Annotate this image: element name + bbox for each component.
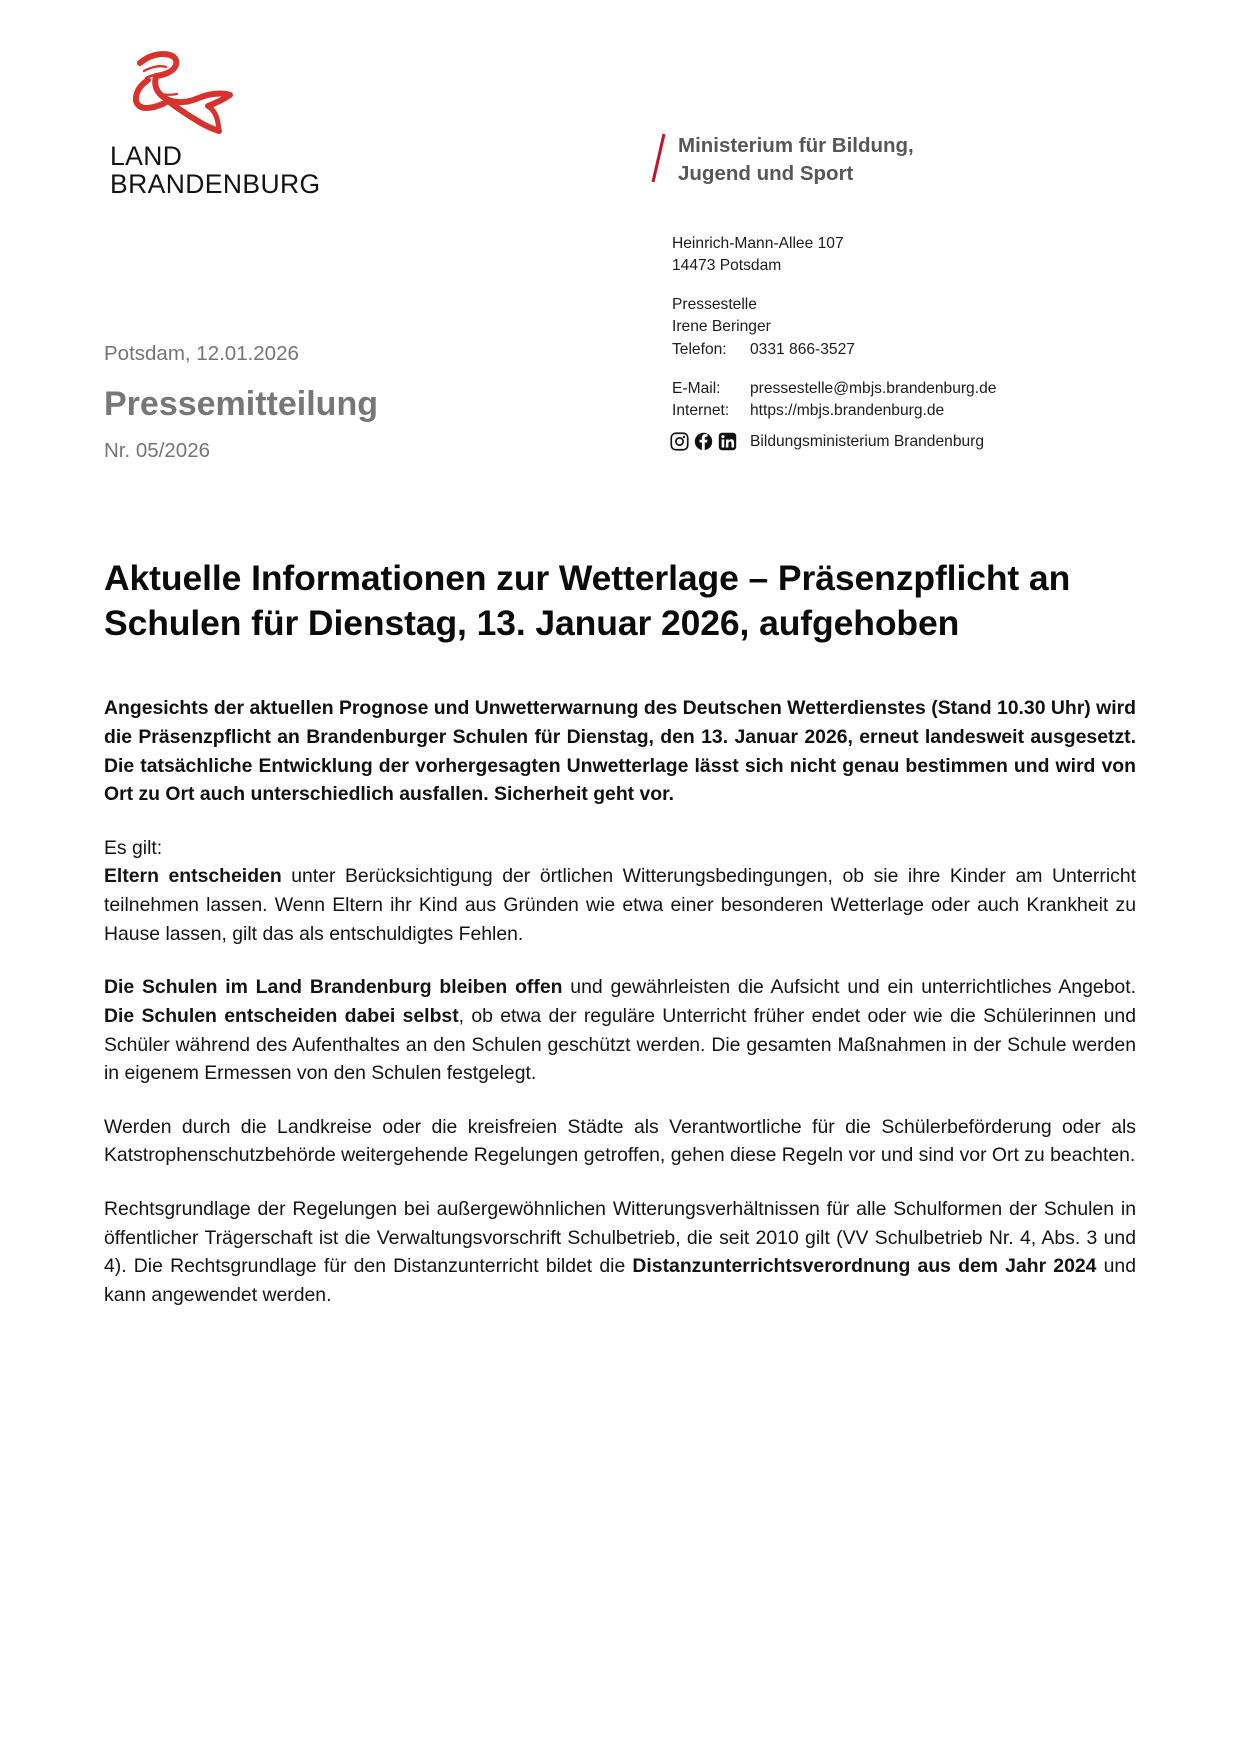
- logo-line-2: BRANDENBURG: [110, 169, 321, 200]
- ministry-line-1: Ministerium für Bildung,: [678, 134, 914, 157]
- facebook-icon[interactable]: [694, 432, 713, 451]
- document-type-title: Pressemitteilung: [104, 384, 378, 423]
- intro-line: Es gilt:: [104, 836, 163, 859]
- ministry-name: [678, 132, 914, 188]
- rechtsgrundlage-end: und kann angewendet werden.: [104, 1255, 1136, 1306]
- email-row: [672, 378, 996, 400]
- social-icons-group: [670, 432, 750, 451]
- land-brandenburg-logo: [104, 46, 354, 199]
- lead-paragraph: Angesichts der aktuellen Prognose und Unwetterwarnung des Deutschen Wetterdienstes (Stand 10.30 Uhr) wird die Präsenzpflicht an Brandenburger Schulen für Dienstag, den 13. Januar 2026, erneut landesweit ausgesetzt. Die tatsächliche Entwicklung der vorhergesagten Unwetterlage lässt sich nicht genau bestimmen und wird von Ort zu Ort auch unterschiedlich ausfallen. Sicherheit geht vor.: [104, 697, 1136, 806]
- press-contact-row: [672, 316, 996, 338]
- paragraph-eltern: [104, 834, 1136, 948]
- press-office-group: [672, 294, 996, 360]
- paragraph-rechtsgrundlage: [104, 1195, 1136, 1309]
- schulen-bold-1: Die Schulen im Land Brandenburg bleiben offen: [104, 976, 563, 999]
- paragraph-landkreise: Werden durch die Landkreise oder die kreisfreien Städte als Verantwortliche für die Schülerbeförderung oder als Katstrophenschutzbehörde weitergehende Regelungen getroffen, gehen diese Regeln vor und sind vor Ort zu beachten.: [104, 1115, 1136, 1167]
- rechtsgrundlage-bold: Distanzunterrichtsverordnung aus dem Jahr 2024: [632, 1255, 1097, 1278]
- rechtsgrundlage-start: Rechtsgrundlage der Regelungen bei außergewöhnlichen Witterungsverhältnissen für alle Schulformen der Schulen in öffentlicher Trägerschaft ist die Verwaltungsvorschrift Schulbetrieb, die seit 2010 gilt (VV Schulbetrieb Nr. 4, Abs. 3 und 4). Die Rechtsgrundlage für den Distanzunterricht bildet die: [104, 1197, 1136, 1278]
- instagram-icon[interactable]: [670, 432, 689, 451]
- ministry-title-block: [650, 132, 914, 188]
- linkedin-icon[interactable]: [718, 432, 737, 451]
- schulen-rest: , ob etwa der reguläre Unterricht früher endet oder wie die Schülerinnen und Schüler während des Aufenthaltes an den Schulen geschützt werden. Die gesamten Maßnahmen in der Schule werden in eigenem Ermessen von den Schulen festgelegt.: [104, 1004, 1136, 1085]
- page-title: Aktuelle Informationen zur Wetterlage – Präsenzpflicht an Schulen für Dienstag, 13. Januar 2026, aufgehoben: [104, 558, 1071, 643]
- internet-label: Internet:: [672, 401, 730, 419]
- address-street-row: [672, 233, 996, 255]
- red-slash-icon: [650, 132, 668, 184]
- schulen-mid: und gewährleisten die Aufsicht und ein unterrichtliches Angebot.: [562, 976, 1136, 999]
- logo-wordmark: [110, 142, 354, 199]
- eltern-rest: unter Berücksichtigung der örtlichen Witterungsbedingungen, ob sie ihre Kinder am Unterricht teilnehmen lassen. Wenn Eltern ihr Kind aus Gründen wie etwa einer besonderen Wetterlage oder auch Krankheit zu Hause lassen, gilt das als entschuldigtes Fehlen.: [104, 865, 1136, 945]
- phone-value: 0331 866-3527: [750, 340, 855, 358]
- address-street: Heinrich-Mann-Allee 107: [672, 235, 844, 252]
- press-office-row: [672, 294, 996, 316]
- contact-block: [672, 233, 996, 422]
- internet-value[interactable]: https://mbjs.brandenburg.de: [750, 401, 945, 419]
- address-city-row: [672, 255, 996, 277]
- document-meta: [104, 342, 378, 464]
- article-body: [104, 556, 1136, 1309]
- ministry-line-2: Jugend und Sport: [678, 161, 854, 185]
- address-city: 14473 Potsdam: [672, 257, 782, 275]
- phone-label: Telefon:: [672, 340, 727, 358]
- document-header: [0, 0, 1240, 500]
- online-group: [672, 378, 996, 422]
- release-date: Potsdam, 12.01.2026: [104, 342, 299, 365]
- schulen-bold-2: Die Schulen entscheiden dabei selbst: [104, 1004, 459, 1027]
- paragraph-schulen: [104, 973, 1136, 1087]
- eltern-bold: Eltern entscheiden: [104, 865, 282, 888]
- logo-line-1: LAND: [110, 141, 183, 171]
- social-handle-label: Bildungsministerium Brandenburg: [750, 432, 985, 450]
- release-number: Nr. 05/2026: [104, 439, 210, 463]
- press-office: Pressestelle: [672, 296, 757, 314]
- email-label: E-Mail:: [672, 379, 721, 397]
- press-contact-person: Irene Beringer: [672, 318, 771, 336]
- email-value[interactable]: pressestelle@mbjs.brandenburg.de: [750, 379, 997, 397]
- address-group: [672, 233, 996, 277]
- brandenburg-eagle-icon: [118, 46, 268, 138]
- phone-row: [672, 339, 996, 361]
- social-media-block: [670, 432, 984, 451]
- internet-row: [672, 400, 996, 422]
